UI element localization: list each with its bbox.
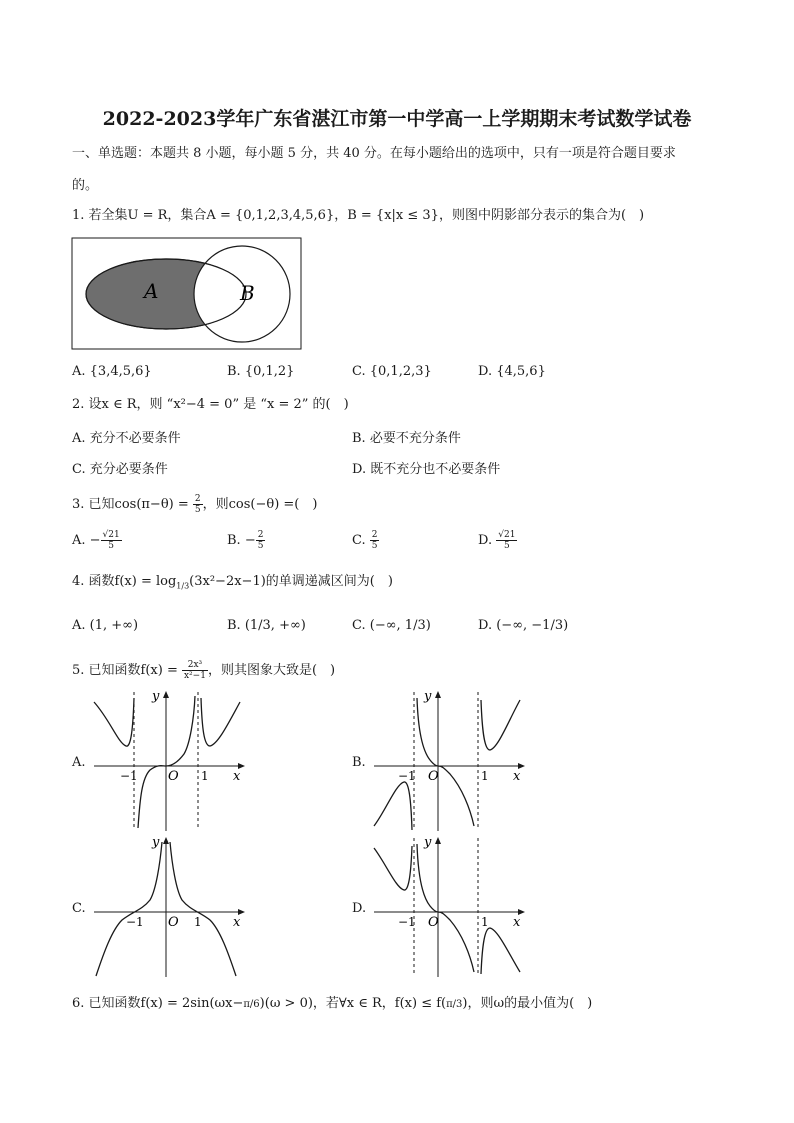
q5-option-d-letter: D. xyxy=(352,901,367,916)
q6-stem-part1: 6. 已知函数f(x) = 2sin(ωx− xyxy=(72,996,244,1011)
graph-option-d xyxy=(370,834,530,979)
q3-option-a-den: 5 xyxy=(108,541,114,551)
question-2-stem: 2. 设x ∈ R，则 “x²−4 = 0” 是 “x = 2” 的( ) xyxy=(72,397,349,412)
q1-option-d: D. {4,5,6} xyxy=(478,364,546,379)
q1-option-c: C. {0,1,2,3} xyxy=(352,364,432,379)
q4-option-c: C. (−∞, 1/3) xyxy=(352,618,431,633)
q4-stem-part1: 4. 函数f(x) = log xyxy=(72,574,177,589)
q3-frac-num: 2 xyxy=(194,494,201,504)
q3-option-d-num: √21 xyxy=(498,530,516,540)
graph-option-c xyxy=(90,834,250,979)
q3-option-c-den: 5 xyxy=(371,541,378,551)
q2-option-d: D. 既不充分也不必要条件 xyxy=(352,462,501,477)
q1-option-a: A. {3,4,5,6} xyxy=(72,364,152,379)
graph-c-neg-one: −1 xyxy=(126,915,144,929)
q3-fraction xyxy=(193,494,203,515)
q4-log-base: 1/3 xyxy=(176,581,190,591)
q6-stem-part2: )(ω > 0)，若∀x ∈ R，f(x) ≤ f( xyxy=(259,996,447,1011)
graph-b-neg-one: −1 xyxy=(398,769,416,783)
venn-label-a: A xyxy=(144,279,159,303)
q3-option-d xyxy=(478,530,517,551)
q3-option-b-num: 2 xyxy=(257,530,264,540)
q6-fraction-2: π/3 xyxy=(446,999,463,1010)
graph-a-pos-one: 1 xyxy=(201,769,209,783)
q3-stem-part2: ，则cos(−θ) =( ) xyxy=(202,497,318,512)
graph-option-a xyxy=(90,688,250,833)
q3-option-a xyxy=(72,530,122,551)
q3-option-b xyxy=(227,530,265,551)
q2-option-b: B. 必要不充分条件 xyxy=(352,431,461,446)
q4-stem-part2: (3x²−2x−1)的单调递减区间为( ) xyxy=(189,574,393,589)
graph-a-origin: O xyxy=(168,769,179,784)
graph-d-y-label: y xyxy=(424,835,432,850)
graph-a-x-label: x xyxy=(233,769,241,784)
graph-b-y-label: y xyxy=(424,689,432,704)
q5-frac-den: x²−1 xyxy=(183,671,206,681)
q3-option-b-label: B. − xyxy=(227,533,256,548)
q4-option-d: D. (−∞, −1/3) xyxy=(478,618,569,633)
q3-option-a-num: √21 xyxy=(102,530,120,540)
question-4-stem xyxy=(72,574,393,595)
q3-option-c xyxy=(352,530,379,551)
graph-b-x-label: x xyxy=(513,769,521,784)
q3-option-b-fraction xyxy=(256,530,266,551)
q3-option-d-fraction xyxy=(496,530,517,551)
graph-d-origin: O xyxy=(428,915,439,930)
q4-option-a: A. (1, +∞) xyxy=(72,618,139,633)
section-heading: 一、单选题：本题共 8 小题，每小题 5 分，共 40 分。在每小题给出的选项中，只有一项是符合题目要求 xyxy=(72,146,676,161)
venn-label-b: B xyxy=(240,281,255,305)
q3-option-d-den: 5 xyxy=(503,541,510,551)
q6-stem-part3: )，则ω的最小值为( ) xyxy=(462,996,593,1011)
q5-option-b-letter: B. xyxy=(352,755,366,770)
q5-stem-part2: ，则其图象大致是( ) xyxy=(207,663,336,678)
q4-option-b: B. (1/3, +∞) xyxy=(227,618,306,633)
graph-d-x-label: x xyxy=(513,915,521,930)
q3-option-c-fraction xyxy=(370,530,380,551)
question-1-stem: 1. 若全集U = R，集合A = {0,1,2,3,4,5,6}，B = {x|x ≤ 3}，则图中阴影部分表示的集合为( ) xyxy=(72,208,645,223)
q2-option-c: C. 充分必要条件 xyxy=(72,462,168,477)
graph-a-y-label: y xyxy=(152,689,160,704)
q3-option-c-label: C. xyxy=(352,533,370,548)
graph-d-pos-one: 1 xyxy=(481,915,489,929)
q6-fraction-1: π/6 xyxy=(243,999,260,1010)
q3-option-b-den: 5 xyxy=(257,541,264,551)
graph-b-origin: O xyxy=(428,769,439,784)
graph-c-y-label: y xyxy=(152,835,160,850)
q3-option-a-label: A. − xyxy=(72,533,101,548)
q2-option-a: A. 充分不必要条件 xyxy=(72,431,181,446)
q3-stem-part1: 3. 已知cos(π−θ) = xyxy=(72,497,193,512)
graph-a-neg-one: −1 xyxy=(120,769,138,783)
q1-option-b: B. {0,1,2} xyxy=(227,364,295,379)
section-heading-cont: 的。 xyxy=(72,178,99,193)
graph-c-pos-one: 1 xyxy=(194,915,202,929)
q5-option-a-letter: A. xyxy=(72,755,86,770)
venn-diagram xyxy=(71,237,303,351)
q5-fraction xyxy=(182,660,208,681)
graph-option-b xyxy=(370,688,530,833)
q5-frac-num: 2x³ xyxy=(182,660,208,671)
graph-d-neg-one: −1 xyxy=(398,915,416,929)
graph-c-origin: O xyxy=(168,915,179,930)
q5-stem-part1: 5. 已知函数f(x) = xyxy=(72,663,182,678)
question-3-stem xyxy=(72,494,317,515)
q3-frac-den: 5 xyxy=(194,505,201,515)
q3-option-a-fraction xyxy=(101,530,122,551)
paper-title: 2022-2023学年广东省湛江市第一中学高一上学期期末考试数学试卷 xyxy=(102,108,692,130)
graph-c-x-label: x xyxy=(233,915,241,930)
question-5-stem xyxy=(72,660,335,681)
q3-option-d-label: D. xyxy=(478,533,497,548)
graph-b-pos-one: 1 xyxy=(481,769,489,783)
q5-option-c-letter: C. xyxy=(72,901,86,916)
q3-option-c-num: 2 xyxy=(371,530,378,540)
question-6-stem xyxy=(72,996,592,1013)
